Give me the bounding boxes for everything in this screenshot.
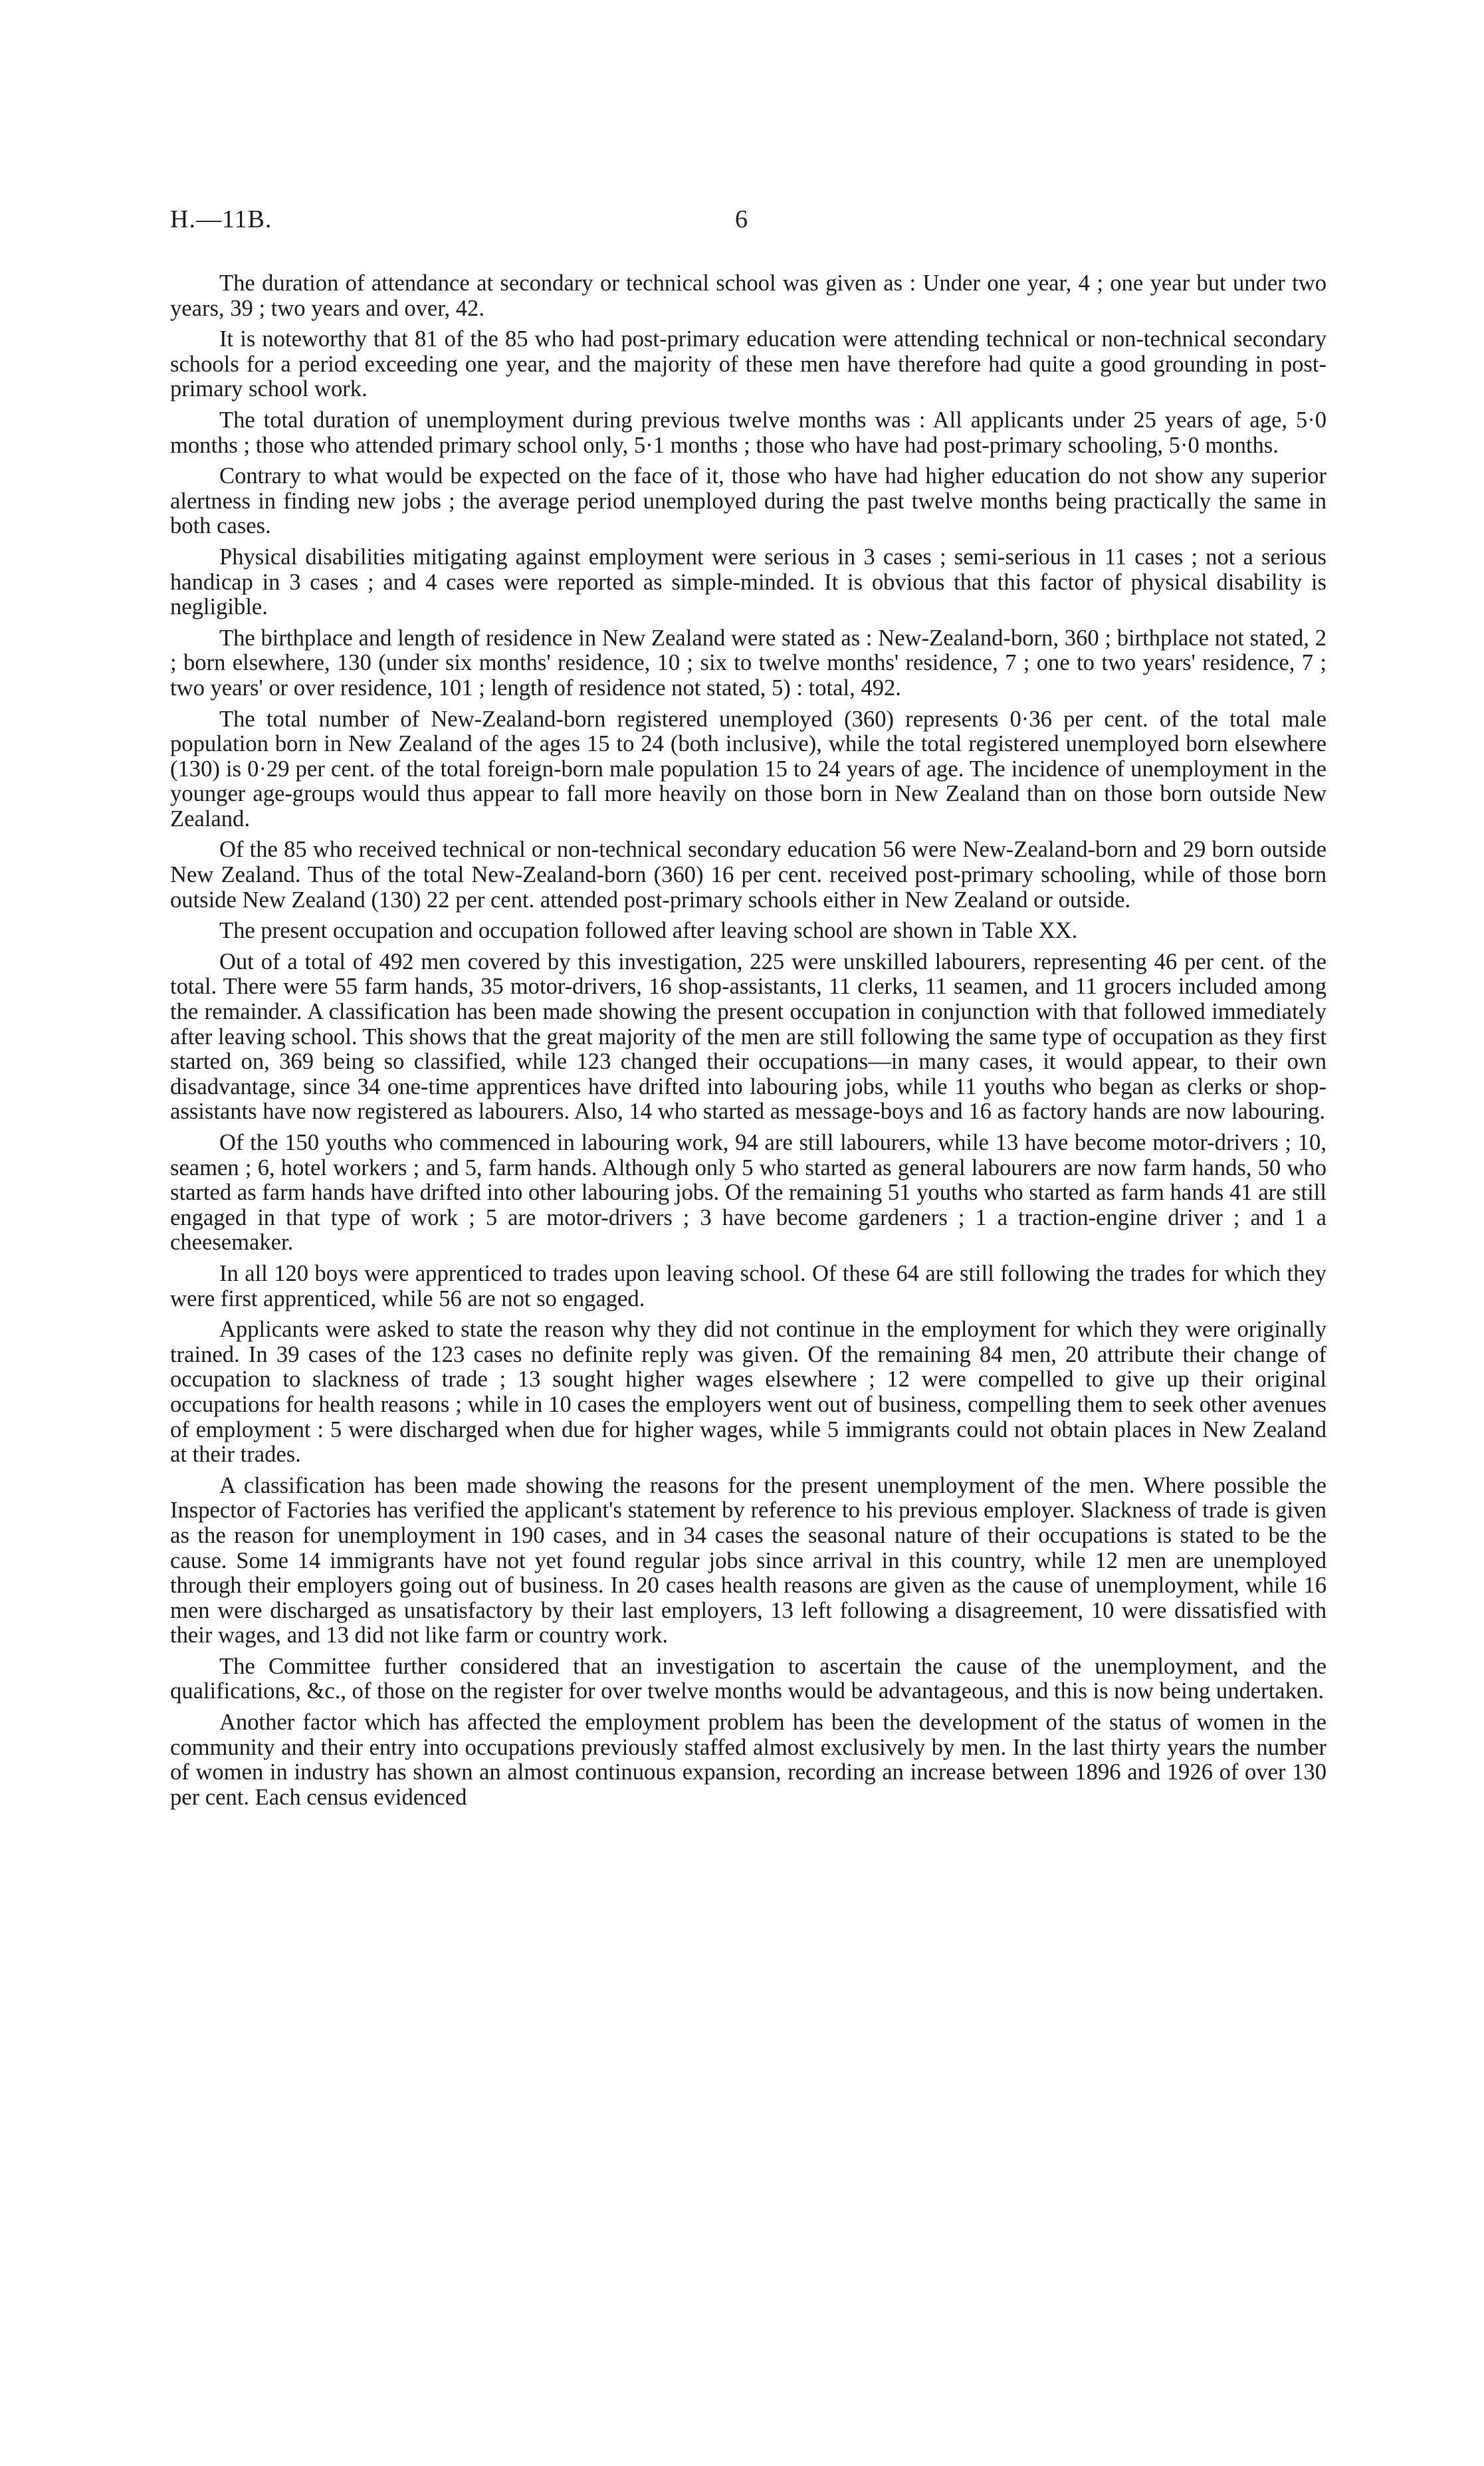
paragraph: The total number of New-Zealand-born registered unemployed (360) represents 0·36 per cent. of the total male population born in New Zealand of the ages 15 to 24 (both inclusive), while the total registered unemployed born elsewhere (130) is 0·29 per cent. of the total foreign-born male population 15 to 24 years of age. The incidence of unemployment in the younger age-groups would thus appear to fall more heavily on those born in New Zealand than on those born outside New Zealand.: [170, 706, 1326, 832]
paragraph: Of the 150 youths who commenced in labouring work, 94 are still labourers, while 13 have become motor-drivers ; 10, seamen ; 6, hotel workers ; and 5, farm hands. Although only 5 who started as general labourers are now farm hands, 50 who started as farm hands have drifted into other labouring jobs. Of the remaining 51 youths who started as farm hands 41 are still engaged in that type of work ; 5 are motor-drivers ; 3 have become gardeners ; 1 a traction-engine driver ; and 1 a cheesemaker.: [170, 1130, 1326, 1256]
paragraph: The duration of attendance at secondary or technical school was given as : Under one year, 4 ; one year but under two years, 39 ; two years and over, 42.: [170, 271, 1326, 321]
document-reference: H.—11B.: [170, 205, 272, 233]
paragraph: The Committee further considered that an investigation to ascertain the cause of the unemployment, and the qualifications, &c., of those on the register for over twelve months would be advantageous, and this is now being undertaken.: [170, 1653, 1326, 1704]
paragraph: The present occupation and occupation followed after leaving school are shown in Table XX.: [219, 918, 1078, 944]
paragraph: The birthplace and length of residence in New Zealand were stated as : New-Zealand-born, 360 ; birthplace not stated, 2 ; born elsewhere, 130 (under six months' residence, 10 ; six to twelve months' residence, 7 ; one to two years' residence, 7 ; two years' or over residence, 101 ; length of residence not stated, 5) : total, 492.: [170, 625, 1326, 701]
paragraph: It is noteworthy that 81 of the 85 who had post-primary education were attending technical or non-technical secondary schools for a period exceeding one year, and the majority of these men have therefore had quite a good grounding in post-primary school work.: [170, 326, 1326, 402]
body-text: [170, 271, 1326, 1816]
paragraph: Of the 85 who received technical or non-technical secondary education 56 were New-Zealand-born and 29 born outside New Zealand. Thus of the total New-Zealand-born (360) 16 per cent. received post-primary schooling, while of those born outside New Zealand (130) 22 per cent. attended post-primary schools either in New Zealand or outside.: [170, 837, 1326, 913]
page-number: 6: [735, 205, 748, 233]
paragraph: Out of a total of 492 men covered by this investigation, 225 were unskilled labourers, representing 46 per cent. of the total. There were 55 farm hands, 35 motor-drivers, 16 shop-assistants, 11 clerks, 11 seamen, and 11 grocers included among the remainder. A classification has been made showing the present occupation in conjunction with that followed immediately after leaving school. This shows that the great majority of the men are still following the same type of occupation as they first started on, 369 being so classified, while 123 changed their occupations—in many cases, it would appear, to their own disadvantage, since 34 one-time apprentices have drifted into labouring jobs, while 11 youths who began as clerks or shop-assistants have now registered as labourers. Also, 14 who started as message-boys and 16 as factory hands are now labouring.: [170, 949, 1326, 1125]
paragraph: Contrary to what would be expected on the face of it, those who have had higher education do not show any superior alertness in finding new jobs ; the average period unemployed during the past twelve months being practically the same in both cases.: [170, 463, 1326, 539]
paragraph: The total duration of unemployment during previous twelve months was : All applicants under 25 years of age, 5·0 months ; those who attended primary school only, 5·1 months ; those who have had post-primary schooling, 5·0 months.: [170, 407, 1326, 458]
paragraph: Another factor which has affected the employment problem has been the development of the status of women in the community and their entry into occupations previously staffed almost exclusively by men. In the last thirty years the number of women in industry has shown an almost continuous expansion, recording an increase between 1896 and 1926 of over 130 per cent. Each census evidenced: [170, 1710, 1326, 1810]
paragraph: In all 120 boys were apprenticed to trades upon leaving school. Of these 64 are still following the trades for which they were first apprenticed, while 56 are not so engaged.: [170, 1260, 1326, 1311]
paragraph: Physical disabilities mitigating against employment were serious in 3 cases ; semi-serious in 11 cases ; not a serious handicap in 3 cases ; and 4 cases were reported as simple-minded. It is obvious that this factor of physical disability is negligible.: [170, 544, 1326, 620]
page-header: [170, 205, 1326, 245]
paragraph: Applicants were asked to state the reason why they did not continue in the employment for which they were originally trained. In 39 cases of the 123 cases no definite reply was given. Of the remaining 84 men, 20 attribute their change of occupation to slackness of trade ; 13 sought higher wages elsewhere ; 12 were compelled to give up their original occupations for health reasons ; while in 10 cases the employers went out of business, compelling them to seek other avenues of employment : 5 were discharged when due for higher wages, while 5 immigrants could not obtain places in New Zealand at their trades.: [170, 1317, 1326, 1468]
paragraph: A classification has been made showing the reasons for the present unemployment of the men. Where possible the Inspector of Factories has verified the applicant's statement by reference to his previous employer. Slackness of trade is given as the reason for unemployment in 190 cases, and in 34 cases the seasonal nature of their occupations is stated to be the cause. Some 14 immigrants have not yet found regular jobs since arrival in this country, while 12 men are unemployed through their employers going out of business. In 20 cases health reasons are given as the cause of unemployment, while 16 men were discharged as unsatisfactory by their last employers, 13 left following a disagreement, 10 were dissatisfied with their wages, and 13 did not like farm or country work.: [170, 1472, 1326, 1648]
